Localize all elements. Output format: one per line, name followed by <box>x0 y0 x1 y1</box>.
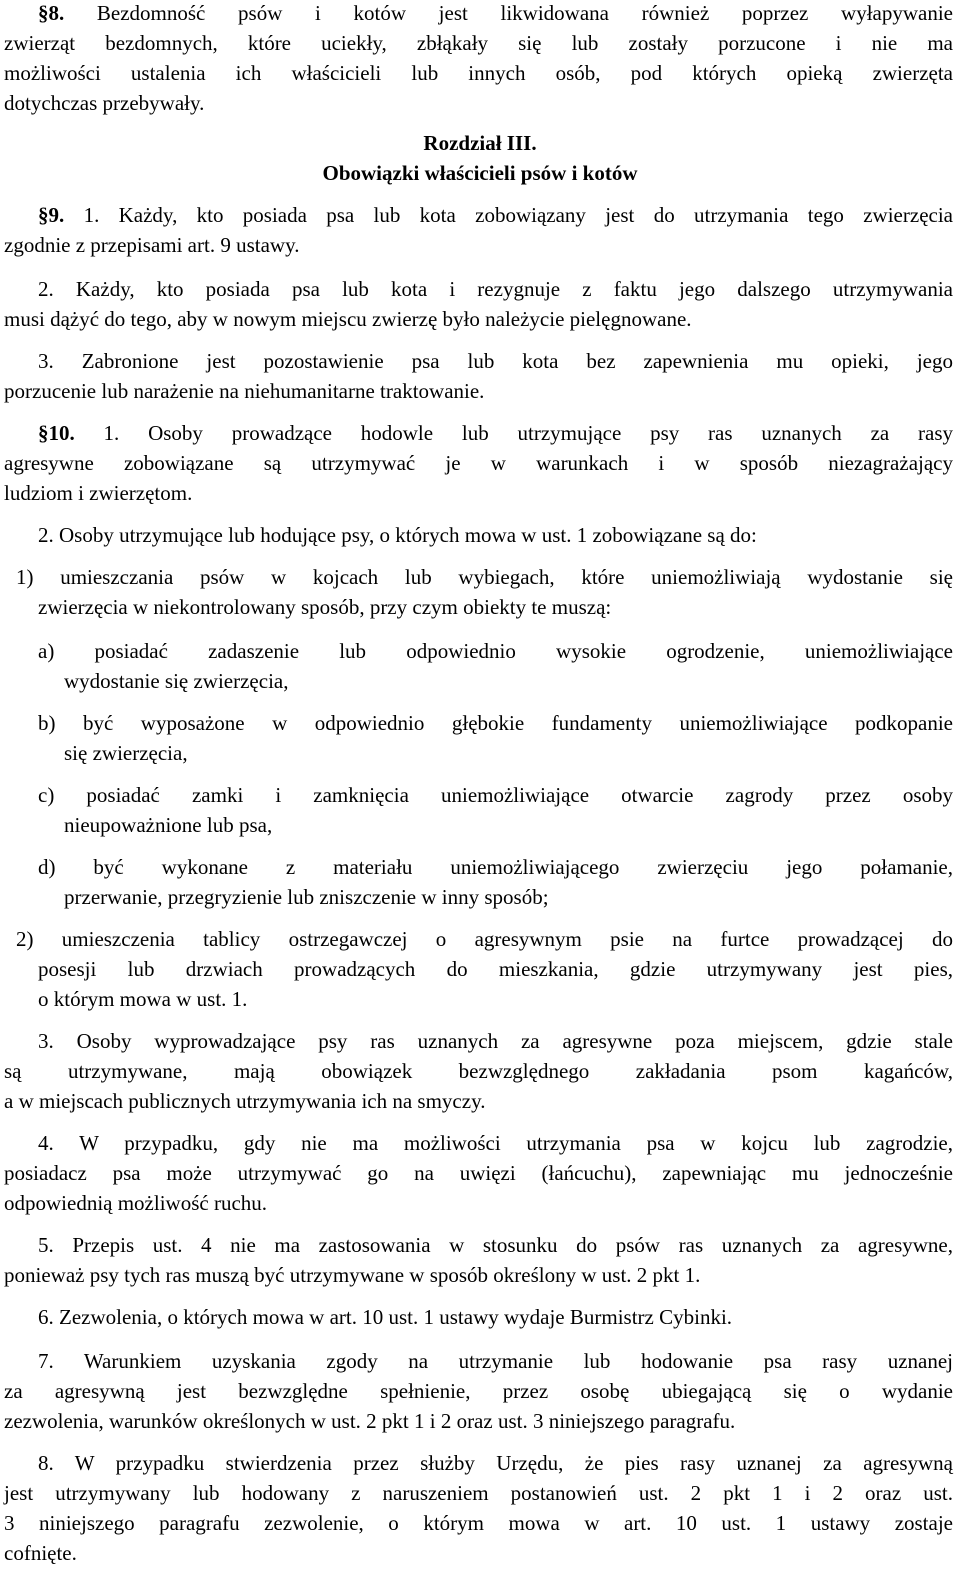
paragraph-10-line-1 <box>38 418 953 448</box>
list-item-2-line-3: o którym mowa w ust. 1. <box>38 987 248 1011</box>
paragraph-10-sub-7-line-3: zezwolenia, warunków określonych w ust. 2 pkt 1 i 2 oraz ust. 3 niniejszego paragrafu. <box>4 1409 736 1433</box>
chapter-subtitle: Obowiązki właścicieli psów i kotów <box>322 161 638 185</box>
paragraph-10-sub-5-line-1: 5. Przepis ust. 4 nie ma zastosowania w stosunku do psów ras uznanych za agresywne, <box>38 1233 953 1257</box>
paragraph-10-sub-3-line-1: 3. Osoby wyprowadzające psy ras uznanych za agresywne poza miejscem, gdzie stale <box>38 1029 953 1053</box>
paragraph-10-sub-2: 2. Osoby utrzymujące lub hodujące psy, o których mowa w ust. 1 zobowiązane są do: <box>38 523 757 547</box>
paragraph-10-sub-3-line-2: są utrzymywane, mają obowiązek bezwzględnego zakładania psom kagańców, <box>4 1059 953 1083</box>
list-item-a-line-1: a) posiadać zadaszenie lub odpowiednio wysokie ogrodzenie, uniemożliwiające <box>38 639 953 663</box>
list-item-c-line-1: c) posiadać zamki i zamknięcia uniemożliwiające otwarcie zagrody przez osoby <box>38 783 953 807</box>
paragraph-10-sub-3-line-3: a w miejscach publicznych utrzymywania ich na smyczy. <box>4 1089 486 1113</box>
list-item-1-line-2: zwierzęcia w niekontrolowany sposób, przy czym obiekty te muszą: <box>38 595 612 619</box>
paragraph-10-sub-7-line-2: za agresywną jest bezwzględne spełnienie, przez osobę ubiegającą się o wydanie <box>4 1379 953 1403</box>
paragraph-10-sub-8-line-3: 3 niniejszego paragrafu zezwolenie, o którym mowa w art. 10 ust. 1 ustawy zostaje <box>4 1511 953 1535</box>
paragraph-9-sub-3-line-1: 3. Zabronione jest pozostawienie psa lub kota bez zapewnienia mu opieki, jego <box>38 349 953 373</box>
paragraph-10-sub-8-line-2: jest utrzymywany lub hodowany z naruszeniem postanowień ust. 2 pkt 1 i 2 oraz ust. <box>4 1481 953 1505</box>
list-item-2-line-2: posesji lub drzwiach prowadzących do mieszkania, gdzie utrzymywany jest pies, <box>38 957 953 981</box>
paragraph-10-line-3: ludziom i zwierzętom. <box>4 481 193 505</box>
paragraph-10-sub-7-line-1: 7. Warunkiem uzyskania zgody na utrzymanie lub hodowanie psa rasy uznanej <box>38 1349 953 1373</box>
paragraph-10-line-2: agresywne zobowiązane są utrzymywać je w warunkach i w sposób niezagrażający <box>4 451 953 475</box>
paragraph-9-text: 1. Każdy, kto posiada psa lub kota zobowiązany jest do utrzymania tego zwierzęcia <box>83 203 953 227</box>
paragraph-8-line-4: dotychczas przebywały. <box>4 91 205 115</box>
paragraph-10-sub-5-line-2: ponieważ psy tych ras muszą być utrzymywane w sposób określony w ust. 2 pkt 1. <box>4 1263 701 1287</box>
paragraph-9-number: 9. <box>48 203 65 227</box>
section-sign: § <box>38 421 49 445</box>
section-sign: § <box>38 1 49 25</box>
paragraph-10-text: 1. Osoby prowadzące hodowle lub utrzymujące psy ras uznanych za rasy <box>103 421 953 445</box>
list-item-d-line-2: przerwanie, przegryzienie lub zniszczenie w inny sposób; <box>64 885 549 909</box>
paragraph-10-sub-8-line-4: cofnięte. <box>4 1541 77 1565</box>
paragraph-10-number: 10. <box>48 421 75 445</box>
list-item-1-line-1: 1) umieszczania psów w kojcach lub wybiegach, które uniemożliwiają wydostanie się <box>16 565 953 589</box>
paragraph-8-line-1 <box>38 0 953 28</box>
paragraph-10-sub-8-line-1: 8. W przypadku stwierdzenia przez służby Urzędu, że pies rasy uznanej za agresywną <box>38 1451 953 1475</box>
chapter-title: Rozdział III. <box>423 131 537 155</box>
list-item-d-line-1: d) być wykonane z materiału uniemożliwiającego zwierzęciu jego połamanie, <box>38 855 953 879</box>
list-item-c-line-2: nieupoważnione lub psa, <box>64 813 273 837</box>
paragraph-10-sub-4-line-1: 4. W przypadku, gdy nie ma możliwości utrzymania psa w kojcu lub zagrodzie, <box>38 1131 953 1155</box>
paragraph-8-number: 8. <box>48 1 65 25</box>
list-item-2-line-1: 2) umieszczenia tablicy ostrzegawczej o agresywnym psie na furtce prowadzącej do <box>16 927 953 951</box>
list-item-b-line-1: b) być wyposażone w odpowiednio głębokie fundamenty uniemożliwiające podkopanie <box>38 711 953 735</box>
paragraph-8-text: Bezdomność psów i kotów jest likwidowana również poprzez wyłapywanie <box>96 1 953 25</box>
list-item-a-line-2: wydostanie się zwierzęcia, <box>64 669 289 693</box>
paragraph-9-line-1 <box>38 200 953 230</box>
list-item-b-line-2: się zwierzęcia, <box>64 741 188 765</box>
paragraph-9-sub-3-line-2: porzucenie lub narażenie na niehumanitarne traktowanie. <box>4 379 485 403</box>
paragraph-9-sub-2-line-2: musi dążyć do tego, aby w nowym miejscu zwierzę było należycie pielęgnowane. <box>4 307 692 331</box>
paragraph-9-line-2: zgodnie z przepisami art. 9 ustawy. <box>4 233 300 257</box>
paragraph-10-sub-6: 6. Zezwolenia, o których mowa w art. 10 ust. 1 ustawy wydaje Burmistrz Cybinki. <box>38 1305 733 1329</box>
paragraph-10-sub-4-line-2: posiadacz psa może utrzymywać go na uwięzi (łańcuchu), zapewniając mu jednocześnie <box>4 1161 953 1185</box>
paragraph-10-sub-4-line-3: odpowiednią możliwość ruchu. <box>4 1191 268 1215</box>
paragraph-8-line-2: zwierząt bezdomnych, które uciekły, zbłąkały się lub zostały porzucone i nie ma <box>4 31 953 55</box>
paragraph-8-line-3: możliwości ustalenia ich właścicieli lub innych osób, pod których opieką zwierzęta <box>4 61 953 85</box>
section-sign: § <box>38 203 49 227</box>
paragraph-9-sub-2-line-1: 2. Każdy, kto posiada psa lub kota i rezygnuje z faktu jego dalszego utrzymywania <box>38 277 953 301</box>
